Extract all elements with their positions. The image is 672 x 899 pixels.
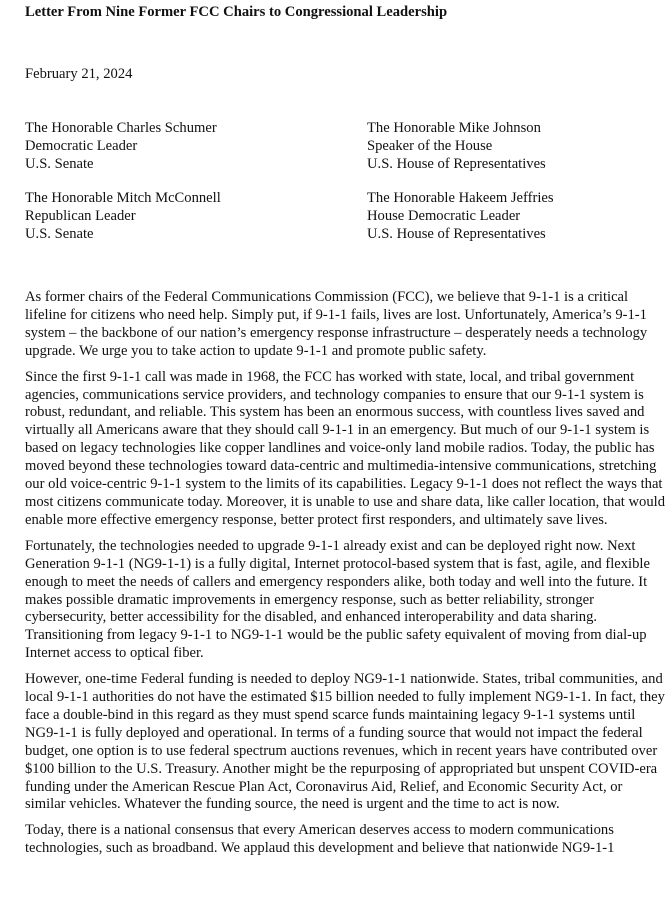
body-paragraph: As former chairs of the Federal Communications Commission (FCC), we believe that 9-1-1 is a critical lifeline for citizens who need help. Simply put, if 9-1-1 fails, lives are lost. Unfortunately, America’s 9-1-1 system – the backbone of our nation’s emergency response infrastructure – desperately needs a technology upgrade. We urge you to take action to update 9-1-1 and promote public safety. [25,289,648,359]
letter-title: Letter From Nine Former FCC Chairs to Congressional Leadership [25,4,448,20]
recipient-role: House Democratic Leader [367,208,521,225]
recipient-block-jeffries [367,189,667,244]
recipient-block-mcconnell [25,189,325,244]
body-paragraph: Today, there is a national consensus that every American deserves access to modern communications technologies, such as broadband. We applaud this development and believe that nationwide NG9-1-1 [25,822,615,857]
recipient-block-schumer [25,119,325,174]
recipient-role: Speaker of the House [367,138,493,155]
recipient-body: U.S. Senate [25,226,94,243]
body-paragraph: Fortunately, the technologies needed to upgrade 9-1-1 already exist and can be deployed right now. Next Generation 9-1-1 (NG9-1-1) is a fully digital, Internet protocol-based system that is fast, agile, and flexible enough to meet the needs of callers and emergency responders alike, both today and well into the future. It makes possible dramatic improvements in emergency response, such as better reliability, stronger cybersecurity, better accessibility for the disabled, and enhanced interoperability and data sharing. Transitioning from legacy 9-1-1 to NG9-1-1 would be the public safety equivalent of moving from dial-up Internet access to optical fiber. [25,537,650,662]
recipient-body: U.S. House of Representatives [367,226,546,243]
recipient-name: The Honorable Mike Johnson [367,120,541,136]
body-paragraph: However, one-time Federal funding is needed to deploy NG9-1-1 nationwide. States, tribal communities, and local 9-1-1 authorities do not have the estimated $15 billion needed to fully implement NG9-1-1. In fact, they face a double-bind in this regard as they must spend scarce funds maintaining legacy 9-1-1 systems until NG9-1-1 is fully deployed and operational. In terms of a funding source that would not impact the federal budget, one option is to use federal spectrum auctions revenues, which in recent years have contributed over $100 billion to the U.S. Treasury. Another might be the repurposing of appropriated but unspent COVID-era funding under the American Rescue Plan Act, Coronavirus Aid, Relief, and Economic Security Act, or similar vehicles. Whatever the funding source, the need is urgent and the time to act is now. [25,671,665,813]
recipient-block-johnson [367,119,667,174]
body-paragraph: Since the first 9-1-1 call was made in 1968, the FCC has worked with state, local, and tribal government agencies, communications service providers, and technology companies to ensure that our 9-1-1 system is robust, redundant, and reliable. This system has been an enormous success, with countless lives saved and virtually all Americans aware that they should call 9-1-1 in an emergency. But much of our 9-1-1 system is based on legacy technologies like copper landlines and voice-only land mobile radios. Today, the public has moved beyond these technologies toward data-centric and multimedia-intensive communications, stretching our old voice-centric 9-1-1 system to the limits of its capabilities. Legacy 9-1-1 does not reflect the ways that most citizens communicate today. Moreover, it is unable to use and share data, like caller location, that would enable more effective emergency response, better protect first responders, and ultimately save lives. [25,368,665,528]
recipient-name: The Honorable Charles Schumer [25,120,217,136]
recipient-role: Republican Leader [25,208,136,225]
recipient-name: The Honorable Mitch McConnell [25,190,221,206]
recipient-body: U.S. House of Representatives [367,156,546,173]
letter-date: February 21, 2024 [25,66,133,82]
letter-body [25,289,665,866]
recipient-role: Democratic Leader [25,138,138,155]
recipient-name: The Honorable Hakeem Jeffries [367,190,554,206]
recipient-body: U.S. Senate [25,156,94,173]
